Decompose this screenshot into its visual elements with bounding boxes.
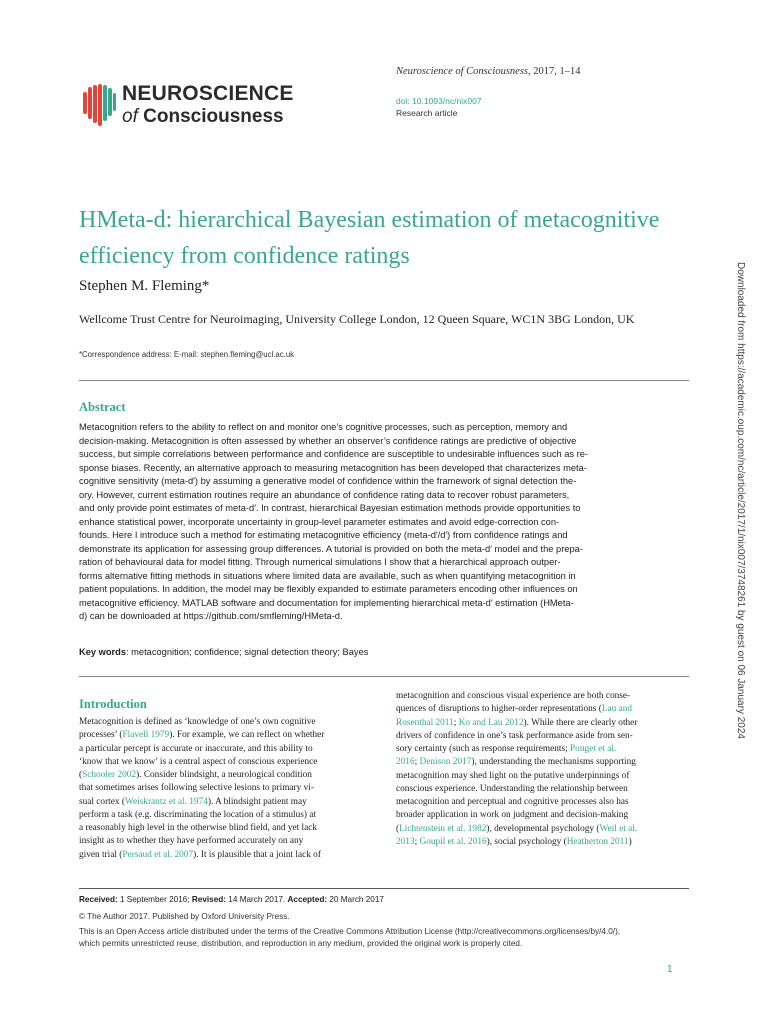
citation-link[interactable]: Ko and Lau 2012 <box>458 717 524 728</box>
journal-logo-name: NEUROSCIENCE <box>122 82 294 105</box>
abstract-line: decision-making. Metacognition is often assessed by whether an observer’s confidence ratings are predictive of objective <box>79 435 577 446</box>
introduction-heading: Introduction <box>79 697 147 711</box>
revised-label: Revised: <box>191 895 227 904</box>
citation-link[interactable]: Weil et al. <box>599 823 638 834</box>
abstract-line: sponse biases. Recently, an alternative approach to measuring metacognition has been developed that characterizes meta- <box>79 462 587 473</box>
doi-link[interactable]: doi: 10.1093/nc/nix007 <box>396 96 482 106</box>
journal-citation <box>396 66 581 77</box>
journal-name: Neuroscience of Consciousness <box>396 66 529 77</box>
accepted-label: Accepted: <box>287 895 328 904</box>
citation-link[interactable]: Pouget et al. <box>570 744 617 754</box>
body-line: (Lichtenstein et al. 1982), developmental psychology (Weil et al. <box>396 823 638 834</box>
citation-link[interactable]: Schooler 2002 <box>82 770 137 780</box>
body-line: insight as to whether they have performed accurately on any <box>79 836 304 847</box>
abstract-line: forms alternative fitting methods in situations where limited data are available, such as when quantifying metacognition in <box>79 570 576 581</box>
citation-link[interactable]: Goupil et al. 2016 <box>419 836 487 847</box>
download-watermark: Downloaded from https://academic.oup.com/nc/article/2017/1/nix007/3748261 by guest on 06 January 2024 <box>735 262 746 739</box>
abstract-line: Metacognition refers to the ability to reflect on and monitor one’s cognitive processes, such as perception, memory and <box>79 422 568 432</box>
introduction-left-column <box>79 716 373 862</box>
correspondence-address: *Correspondence address: E-mail: stephen.fleming@ucl.ac.uk <box>79 350 295 359</box>
keywords <box>79 647 368 657</box>
abstract-line: metacognitive efficiency. MATLAB software and documentation for implementing hierarchical meta-d′ estimation (HMeta- <box>79 597 574 608</box>
revised-date: 14 March 2017. <box>226 895 288 904</box>
author-affiliation: Wellcome Trust Centre for Neuroimaging, University College London, 12 Queen Square, WC1N 3BG London, UK <box>79 312 635 326</box>
body-line: perform a task (e.g. discriminating the location of a stimulus) at <box>79 809 317 820</box>
body-line: ‘know that we know’ is a central aspect of conscious experience <box>79 756 318 767</box>
received-date: 1 September 2016; <box>117 895 192 904</box>
keywords-text: : metacognition; confidence; signal detection theory; Bayes <box>126 647 369 657</box>
body-line: given trial (Persaud et al. 2007). It is plausible that a joint lack of <box>79 849 321 860</box>
body-line: a reasonably high level in the otherwise blind field, and yet lack <box>79 823 318 833</box>
body-line: Metacognition is defined as ‘knowledge of one’s own cognitive <box>79 717 316 727</box>
body-line: sory certainty (such as response requirements; Pouget et al. <box>396 744 617 754</box>
body-line: conscious experience. Understanding the relationship between <box>396 783 628 794</box>
received-label: Received: <box>79 895 118 904</box>
journal-logo-brain-icon <box>79 82 119 128</box>
citation-link[interactable]: Lichtenstein et al. 1982 <box>399 823 487 834</box>
logo-of: of <box>122 106 138 127</box>
body-line: quences of disruptions to higher-order representations (Lau and <box>396 704 633 715</box>
journal-volume: , 2017, 1–14 <box>528 66 581 77</box>
body-line: broader application in work on judgment and decision-making <box>396 810 629 821</box>
abstract-line: d) can be downloaded at https://github.com/smfleming/HMeta-d. <box>79 611 343 621</box>
citation-link[interactable]: Weiskrantz et al. 1974 <box>124 796 208 807</box>
citation-link[interactable]: Persaud et al. 2007 <box>122 849 194 860</box>
body-line: 2013; Goupil et al. 2016), social psychology (Heatherton 2011) <box>396 836 632 847</box>
copyright-notice: © The Author 2017. Published by Oxford University Press. <box>79 912 290 921</box>
body-line: sual cortex (Weiskrantz et al. 1974). A blindsight patient may <box>79 796 307 807</box>
received-dates <box>79 895 384 904</box>
body-line: metacognition may shed light on the putative underpinnings of <box>396 770 630 781</box>
citation-link[interactable]: 2013 <box>396 836 415 847</box>
body-line: a particular percept is accurate or inaccurate, and this ability to <box>79 743 313 754</box>
logo-consciousness: Consciousness <box>143 106 284 127</box>
article-type: Research article <box>396 108 458 118</box>
keywords-label: Key words <box>79 647 127 657</box>
abstract-line: founds. Here I introduce such a method for estimating metacognitive efficiency (meta-d′/d′) from confidence ratings and <box>79 530 568 540</box>
body-line: processes’ (Flavell 1979). For example, we can reflect on whether <box>79 730 325 741</box>
abstract-line: demonstrate its application for assessing group differences. A tutorial is provided on both the meta-d′ model and the prepa- <box>79 543 583 554</box>
citation-link[interactable]: Heatherton 2011 <box>566 836 629 847</box>
page-number: 1 <box>667 964 673 975</box>
journal-logo-subtitle <box>122 106 284 128</box>
article-title: HMeta-d: hierarchical Bayesian estimation of metacognitive efficiency from confidence ratings <box>79 207 660 269</box>
citation-link[interactable]: Flavell 1979 <box>122 730 170 741</box>
divider-middle <box>79 676 689 677</box>
abstract-line: ory. However, current estimation routines require an abundance of confidence rating data to recover robust parameters, <box>79 489 570 500</box>
introduction-right-column <box>396 690 690 849</box>
divider-footer <box>79 888 689 889</box>
license-line: which permits unrestricted reuse, distribution, and reproduction in any medium, provided the original work is properly cited. <box>79 938 523 948</box>
abstract-line: and only provide point estimates of meta-d′. In contrast, hierarchical Bayesian estimation methods provide opportunities to <box>79 503 581 513</box>
body-line: 2016; Denison 2017), understanding the mechanisms supporting <box>396 757 636 768</box>
citation-link[interactable]: Rosenthal 2011 <box>396 717 454 728</box>
citation-link[interactable]: Lau and <box>601 704 633 715</box>
body-line: that sometimes arises following selective lesions to primary vi- <box>79 783 314 794</box>
abstract-line: ration of behavioural data for model fitting. Through numerical simulations I show that a hierarchical approach outper- <box>79 557 561 567</box>
divider-top <box>79 380 689 381</box>
citation-link[interactable]: 2016 <box>396 757 415 768</box>
license-notice <box>79 926 699 949</box>
body-line: Rosenthal 2011; Ko and Lau 2012). While there are clearly other <box>396 717 638 728</box>
abstract-line: cognitive sensitivity (meta-d′) by assuming a generative model of confidence within the framework of signal detection the- <box>79 476 577 486</box>
body-line: metacognition and perceptual and cognitive processes also has <box>396 797 629 807</box>
body-line: drivers of confidence in one’s task performance aside from sen- <box>396 730 633 741</box>
accepted-date: 20 March 2017 <box>327 895 384 904</box>
author-name: Stephen M. Fleming* <box>79 278 210 294</box>
abstract-heading: Abstract <box>79 400 126 414</box>
license-line: This is an Open Access article distributed under the terms of the Creative Commons Attribution License (http://creativecommons.org/licenses/by/4.0/), <box>79 927 621 936</box>
abstract-line: enhance statistical power, incorporate uncertainty in group-level parameter estimates and avoid edge-correction con- <box>79 516 560 527</box>
body-line: metacognition and conscious visual experience are both conse- <box>396 691 631 701</box>
body-line: (Schooler 2002). Consider blindsight, a neurological condition <box>79 770 312 780</box>
abstract-body <box>79 421 689 624</box>
abstract-line: success, but simple correlations between performance and confidence are susceptible to undesirable influences such as re- <box>79 449 589 459</box>
abstract-line: patient populations. In addition, the model may be flexibly expanded to estimate parameters encoding other influences on <box>79 584 578 594</box>
citation-link[interactable]: Denison 2017 <box>419 757 472 768</box>
